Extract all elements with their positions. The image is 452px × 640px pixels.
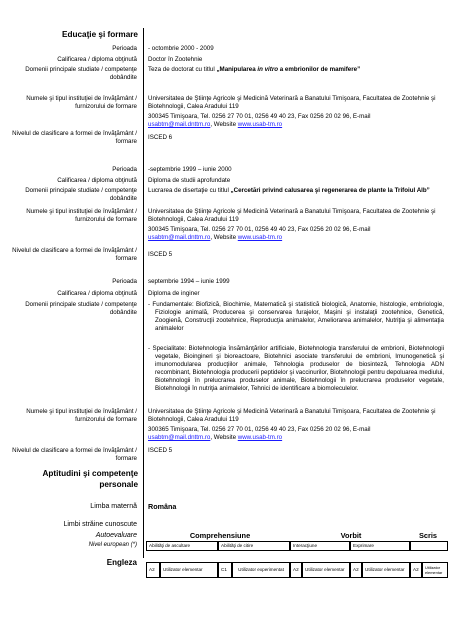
- subheader-interaction: Interacţiune: [290, 541, 350, 551]
- level-code: A2: [410, 562, 422, 578]
- entry-3-subjects-fundamental: - Fundamentale: Biofizică, Biochimie, Matematică şi statistică biologică, Anatomie, histologie, embriologie, Fiziologie animală, Producerea şi conservarea furajelor, Maşini şi instalaţii zootehnice, Genetică, Zoogienă, Construcţii zootehnice, Reproducţia animalelor, Ameliorarea animalelor, Nutriţia şi alimentaţia animalelor: [148, 301, 444, 333]
- entry-2-subject-prefix: Lucrarea de disertaţie cu titlul: [148, 187, 231, 194]
- label-institution: Numele şi tipul instituţiei de învăţământ / furnizorului de formare: [26, 408, 137, 424]
- language-subheader-row: [146, 541, 448, 551]
- entry-2-period: -septembrie 1999 – iunie 2000: [148, 166, 232, 173]
- level-desc: Utilizator elementar: [422, 562, 448, 578]
- entry-1-qualification: Doctor în Zootehnie: [148, 56, 203, 63]
- label-subjects: Domenii principale studiate / competenţe dobândite: [25, 66, 137, 82]
- entry-3-institution: Universitatea de Ştiinţe Agricole şi Medicină Veterinară a Banatului Timişoara, Facultatea de Zootehnie şi Biotehnologii, Calea Aradului 119: [148, 408, 436, 424]
- entry-2-subject-title: „Cercetări privind calusarea şi regenerarea de plante la Trifoiul Alb”: [230, 187, 430, 194]
- entry-2-contact: [148, 226, 444, 242]
- level-desc: Utilizator elementar: [362, 562, 410, 578]
- label-self-assessment: Autoevaluare: [95, 532, 137, 539]
- entry-1-subject-italic: in vitro: [257, 66, 279, 73]
- column-writing: Scris: [418, 531, 438, 540]
- entry-3-email-link[interactable]: usabtm@mail.dnttm.ro: [148, 434, 211, 442]
- entry-1-email-link[interactable]: usabtm@mail.dnttm.ro: [148, 121, 211, 129]
- level-code: A2: [290, 562, 302, 578]
- label-mother-tongue: Limba maternă: [90, 503, 137, 510]
- entry-2-level: ISCED 5: [148, 251, 173, 258]
- level-code: C1: [218, 562, 232, 578]
- language-level-row: [146, 562, 448, 578]
- level-code: A2: [146, 562, 160, 578]
- entry-1-subject-title: „Manipularea: [216, 66, 258, 73]
- entry-3-qualification: Diploma de inginer: [148, 290, 200, 297]
- label-period: Perioada: [112, 278, 137, 285]
- label-european-level: Nivel european (*): [88, 542, 137, 548]
- label-foreign-languages: Limbi străine cunoscute: [63, 521, 137, 528]
- label-period: Perioada: [112, 166, 137, 173]
- entry-3-website-link[interactable]: www.usab-tm.ro: [237, 434, 283, 442]
- entry-1-website-link[interactable]: www.usab-tm.ro: [237, 121, 283, 129]
- subheader-reading: Abilităţi de citire: [218, 541, 290, 551]
- subheader-writing-empty: [410, 541, 448, 551]
- entry-3-website-prefix: , Website: [210, 434, 238, 442]
- language-name: Engleza: [106, 558, 137, 567]
- section-heading-skills: Aptitudini şi competenţe personale: [42, 469, 138, 489]
- entry-2-email-link[interactable]: usabtm@mail.dnttm.ro: [148, 234, 211, 242]
- entry-1-institution: Universitatea de Ştiinţe Agricole şi Medicină Veterinară a Banatului Timişoara, Facultatea de Zootehnie şi Biotehnologii, Calea Aradului 119: [148, 95, 436, 111]
- section-heading-education: Educaţie şi formare: [62, 30, 138, 39]
- label-subjects: Domenii principale studiate / competenţe dobândite: [25, 301, 137, 317]
- entry-1-contact: [148, 113, 444, 129]
- subheader-listening: Abilităţi de ascultare: [146, 541, 218, 551]
- label-level: Nivelul de clasificare a formei de învăţământ / formare: [12, 130, 137, 146]
- subheader-production: Exprimare: [350, 541, 410, 551]
- entry-2-website-link[interactable]: www.usab-tm.ro: [237, 234, 283, 242]
- entry-1-address: 300345 Timişoara, Tel. 0256 27 70 01, 0256 49 40 23, Fax 0256 20 02 96, E-mail: [148, 113, 371, 120]
- mother-tongue-value: Româna: [148, 502, 177, 511]
- column-divider: [143, 28, 144, 558]
- entry-1-website-prefix: , Website: [210, 121, 238, 129]
- entry-1-subject-title-end: a embrionilor de mamifere”: [278, 66, 361, 73]
- entry-2-subjects: [148, 187, 444, 195]
- column-speaking: Vorbit: [340, 531, 362, 540]
- entry-3-subjects-specialty: - Specialitate: Biotehnologia însămânţărilor artificiale, Biotehnologia transferului de embrioni, Biotehnologii vegetale, Bioingineri şi bioreactoare, Biotehnici asociate transferului de embrioni, Imunogenetică şi imunomodularea producţiilor animale, Tehnologia produselor de biosinteză, Tehnologia ADN recombinant, Biotehnologia producerii peptidelor şi vaccinurilor, Biotehnologii pentru depoluarea mediului, Biotehnologii în prelucrarea produselor animale, Biotehnologii în prelucrarea produselor vegetale, Biotehnologii în nutriţia animalelor, Tehnici de identificare a biomoleculelor.: [148, 345, 444, 393]
- entry-3-level: ISCED 5: [148, 447, 173, 454]
- label-level: Nivelul de clasificare a formei de învăţământ / formare: [12, 247, 137, 263]
- label-qualification: Calificarea / diploma obţinută: [57, 56, 137, 63]
- level-code: A2: [350, 562, 362, 578]
- label-institution: Numele şi tipul instituţiei de învăţământ / furnizorului de formare: [26, 95, 137, 111]
- label-level: Nivelul de clasificare a formei de învăţământ / formare: [12, 447, 137, 463]
- label-qualification: Calificarea / diploma obţinută: [57, 290, 137, 297]
- entry-3-address: 300365 Timişoara, Tel. 0256 27 70 01, 0256 49 40 23, Fax 0256 20 02 96, E-mail: [148, 426, 371, 433]
- level-desc: Utilizator elementar: [302, 562, 350, 578]
- column-understanding: Comprehensiune: [189, 531, 251, 540]
- entry-2-institution: Universitatea de Ştiinţe Agricole şi Medicină Veterinară a Banatului Timişoara, Facultatea de Zootehnie şi Biotehnologii, Calea Aradului 119: [148, 208, 436, 224]
- label-period: Perioada: [112, 45, 137, 52]
- entry-1-subject-prefix: Teza de doctorat cu titlul: [148, 66, 217, 73]
- label-qualification: Calificarea / diploma obţinută: [57, 177, 137, 184]
- entry-1-level: ISCED 6: [148, 134, 173, 141]
- entry-2-address: 300345 Timişoara, Tel. 0256 27 70 01, 0256 49 40 23, Fax 0256 20 02 96, E-mail: [148, 226, 371, 233]
- entry-2-website-prefix: , Website: [210, 234, 238, 242]
- level-desc: Utilizator elementar: [160, 562, 218, 578]
- entry-3-contact: [148, 426, 444, 442]
- level-desc: Utilizator experimentat: [232, 562, 290, 578]
- label-subjects: Domenii principale studiate / competenţe dobândite: [25, 187, 137, 203]
- entry-2-qualification: Diploma de studii aprofundate: [148, 177, 231, 184]
- label-institution: Numele şi tipul instituţiei de învăţământ / furnizorului de formare: [26, 208, 137, 224]
- entry-1-period: - octombrie 2000 - 2009: [148, 45, 214, 52]
- entry-1-subjects: [148, 66, 444, 74]
- entry-3-period: septembrie 1994 – iunie 1999: [148, 278, 230, 285]
